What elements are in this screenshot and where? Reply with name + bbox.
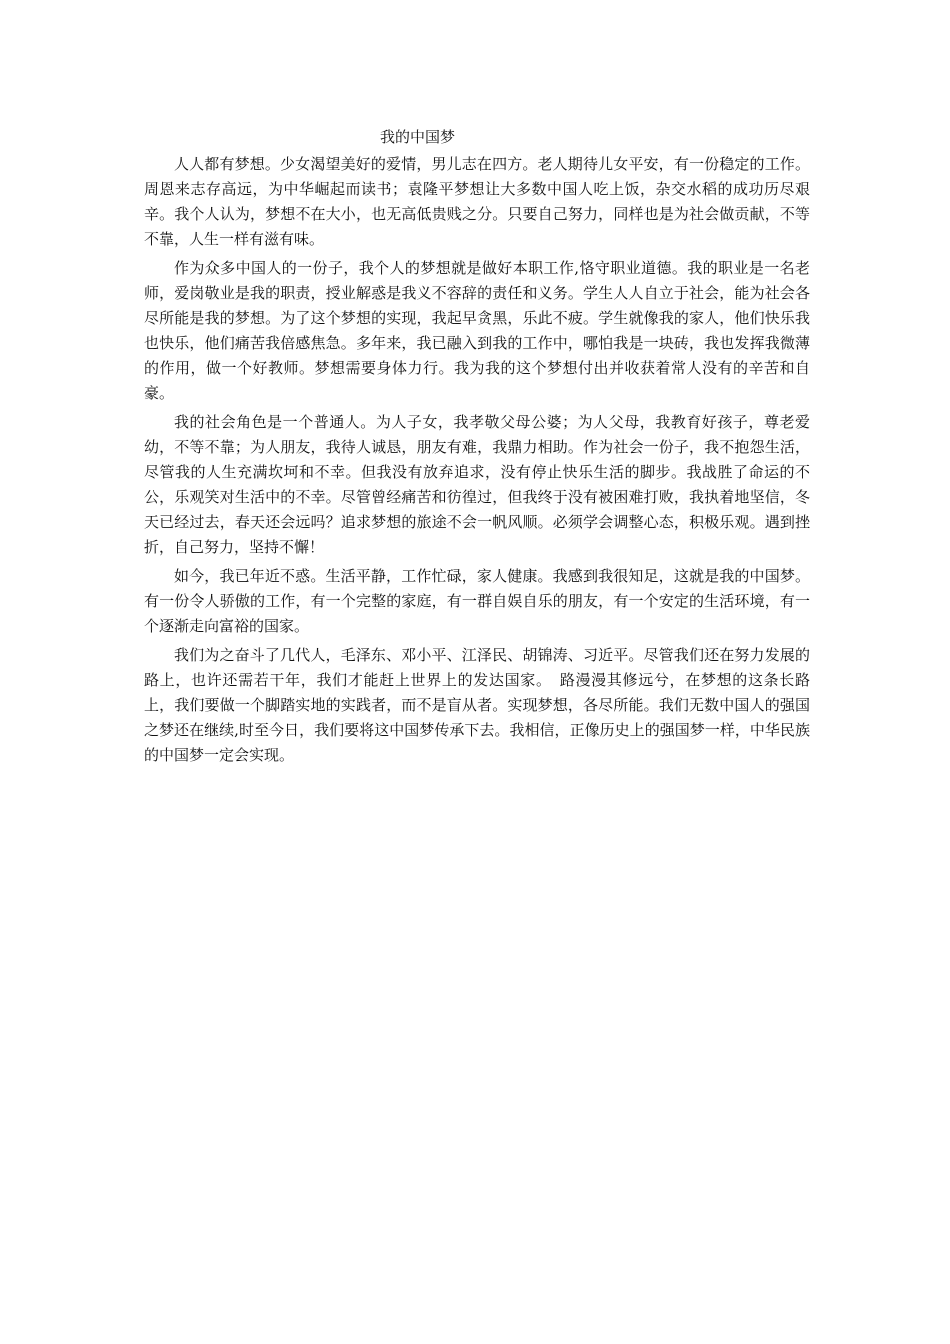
article-body — [144, 124, 810, 772]
paragraph-1: 人人都有梦想。少女渴望美好的爱情，男儿志在四方。老人期待儿女平安，有一份稳定的工作。周恩来志存高远，为中华崛起而读书；袁隆平梦想让大多数中国人吃上饭，杂交水稻的成功历尽艰辛。我个人认为，梦想不在大小，也无高低贵贱之分。只要自己努力，同样也是为社会做贡献，不等不靠，人生一样有滋有味。 — [144, 155, 810, 248]
paragraph-3: 我的社会角色是一个普通人。为人子女，我孝敬父母公婆；为人父母，我教育好孩子，尊老爱幼，不等不靠；为人朋友，我待人诚恳，朋友有难，我鼎力相助。作为社会一份子，我不抱怨生活，尽管我的人生充满坎坷和不幸。但我没有放弃追求，没有停止快乐生活的脚步。我战胜了命运的不公，乐观笑对生活中的不幸。尽管曾经痛苦和彷徨过，但我终于没有被困难打败，我执着地坚信，冬天已经过去，春天还会远吗？追求梦想的旅途不会一帆风顺。必须学会调整心态，积极乐观。遇到挫折，自己努力，坚持不懈！ — [144, 413, 810, 556]
paragraph-5: 我们为之奋斗了几代人，毛泽东、邓小平、江泽民、胡锦涛、习近平。尽管我们还在努力发展的路上，也许还需若干年，我们才能赶上世界上的发达国家。 路漫漫其修远兮，在梦想的这条长路上，我们要做一个脚踏实地的实践者，而不是盲从者。实现梦想，各尽所能。我们无数中国人的强国之梦还在继续,时至今日，我们要将这中国梦传承下去。我相信，正像历史上的强国梦一样，中华民族的中国梦一定会实现。 — [144, 646, 810, 764]
paragraph-4: 如今，我已年近不惑。生活平静，工作忙碌，家人健康。我感到我很知足，这就是我的中国梦。有一份令人骄傲的工作，有一个完整的家庭，有一群自娱自乐的朋友，有一个安定的生活环境，有一个逐渐走向富裕的国家。 — [144, 567, 810, 635]
paragraph-2: 作为众多中国人的一份子，我个人的梦想就是做好本职工作,恪守职业道德。我的职业是一名老师，爱岗敬业是我的职责，授业解惑是我义不容辞的责任和义务。学生人人自立于社会，能为社会各尽所能是我的梦想。为了这个梦想的实现，我起早贪黑，乐此不疲。学生就像我的家人，他们快乐我也快乐，他们痛苦我倍感焦急。多年来，我已融入到我的工作中，哪怕我是一块砖，我也发挥我微薄的作用，做一个好教师。梦想需要身体力行。我为我的这个梦想付出并收获着常人没有的辛苦和自豪。 — [144, 259, 810, 402]
page-title: 我的中国梦 — [380, 128, 456, 146]
